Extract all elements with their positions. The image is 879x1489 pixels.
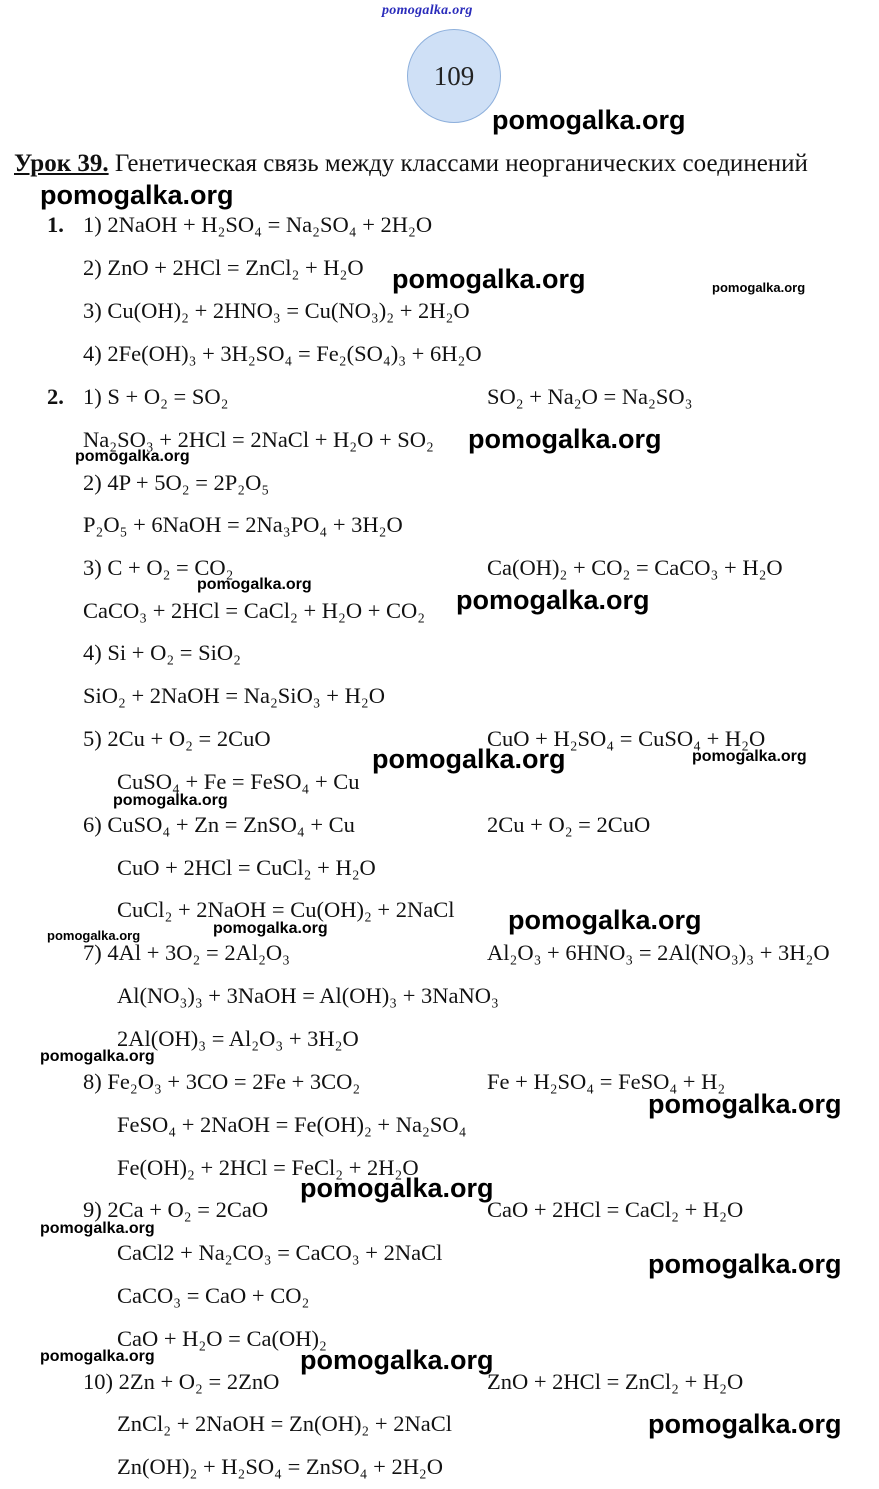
equation: P₂O₅ + 6NaOH = 2Na₃PO₄ + 3H₂O (83, 512, 403, 537)
watermark: pomogalka.org (40, 1220, 155, 1237)
watermark: pomogalka.org (468, 424, 662, 454)
watermark: pomogalka.org (197, 576, 312, 593)
equation: 4) Si + O₂ = SiO₂ (83, 640, 241, 665)
lesson-heading (14, 149, 808, 179)
equation: 7) 4Al + 3O₂ = 2Al₂O₃ (83, 940, 291, 965)
equation: CaCO₃ + 2HCl = CaCl₂ + H₂O + CO₂ (83, 598, 426, 623)
watermark: pomogalka.org (712, 280, 806, 295)
equation: Fe + H₂SO₄ = FeSO₄ + H₂ (487, 1069, 726, 1094)
watermark: pomogalka.org (648, 1249, 842, 1279)
equation: 2) 4P + 5O₂ = 2P₂O₅ (83, 470, 270, 495)
equation: CaO + H₂O = Ca(OH)₂ (117, 1326, 327, 1351)
equation: 1) S + O₂ = SO₂ (83, 384, 229, 409)
watermark: pomogalka.org (648, 1089, 842, 1119)
equation: 2) ZnO + 2HCl = ZnCl₂ + H₂O (83, 255, 364, 280)
watermark: pomogalka.org (392, 264, 586, 294)
equation: 2Al(OH)₃ = Al₂O₃ + 3H₂O (117, 1026, 359, 1051)
equation: CuO + 2HCl = CuCl₂ + H₂O (117, 855, 376, 880)
equation: ZnO + 2HCl = ZnCl₂ + H₂O (487, 1369, 744, 1394)
equation: 3) C + O₂ = CO₂ (83, 555, 234, 580)
watermark: pomogalka.org (492, 105, 686, 135)
watermark: pomogalka.org (40, 1048, 155, 1065)
watermark: pomogalka.org (508, 905, 702, 935)
watermark: pomogalka.org (456, 585, 650, 615)
lesson-label: Урок 39. (14, 150, 109, 177)
watermark: pomogalka.org (75, 448, 190, 465)
equation: CaCl2 + Na₂CO₃ = CaCO₃ + 2NaCl (117, 1240, 443, 1265)
watermark: pomogalka.org (692, 748, 807, 765)
equation: SiO₂ + 2NaOH = Na₂SiO₃ + H₂O (83, 683, 385, 708)
equation: 4) 2Fe(OH)₃ + 3H₂SO₄ = Fe₂(SO₄)₃ + 6H₂O (83, 341, 482, 366)
page-number-badge: 109 (407, 29, 501, 123)
equation: CuO + H₂SO₄ = CuSO₄ + H₂O (487, 726, 766, 751)
equation: CuCl₂ + 2NaOH = Cu(OH)₂ + 2NaCl (117, 897, 455, 922)
watermark: pomogalka.org (40, 1348, 155, 1365)
equation: 6) CuSO₄ + Zn = ZnSO₄ + Cu (83, 812, 355, 837)
watermark: pomogalka.org (47, 928, 141, 943)
lesson-title: Генетическая связь между классами неорганических соединений (114, 150, 808, 177)
equation: Fe(OH)₂ + 2HCl = FeCl₂ + 2H₂O (117, 1155, 419, 1180)
task-2-number: 2. (47, 384, 64, 409)
equation: CaO + 2HCl = CaCl₂ + H₂O (487, 1197, 744, 1222)
site-watermark-top: pomogalka.org (382, 3, 473, 18)
equation: FeSO₄ + 2NaOH = Fe(OH)₂ + Na₂SO₄ (117, 1112, 467, 1137)
equation: Na₂SO₃ + 2HCl = 2NaCl + H₂O + SO₂ (83, 427, 434, 452)
watermark: pomogalka.org (213, 920, 328, 937)
equation: 8) Fe₂O₃ + 3CO = 2Fe + 3CO₂ (83, 1069, 361, 1094)
watermark: pomogalka.org (40, 180, 234, 210)
equation: Ca(OH)₂ + CO₂ = CaCO₃ + H₂O (487, 555, 783, 580)
equation: CaCO₃ = CaO + CO₂ (117, 1283, 310, 1308)
equation: Al(NO₃)₃ + 3NaOH = Al(OH)₃ + 3NaNO₃ (117, 983, 499, 1008)
watermark: pomogalka.org (300, 1345, 494, 1375)
watermark: pomogalka.org (372, 744, 566, 774)
watermark: pomogalka.org (113, 792, 228, 809)
equation: 3) Cu(OH)₂ + 2HNO₃ = Cu(NO₃)₂ + 2H₂O (83, 298, 470, 323)
equation: Al₂O₃ + 6HNO₃ = 2Al(NO₃)₃ + 3H₂O (487, 940, 830, 965)
task-1-number: 1. (47, 212, 64, 237)
watermark: pomogalka.org (300, 1173, 494, 1203)
equation: 9) 2Ca + O₂ = 2CaO (83, 1197, 269, 1222)
equation: ZnCl₂ + 2NaOH = Zn(OH)₂ + 2NaCl (117, 1411, 452, 1436)
equation: Zn(OH)₂ + H₂SO₄ = ZnSO₄ + 2H₂O (117, 1454, 444, 1479)
equation: CuSO₄ + Fe = FeSO₄ + Cu (117, 769, 360, 794)
equation: 2Cu + O₂ = 2CuO (487, 812, 651, 837)
equation: 1) 2NaOH + H₂SO₄ = Na₂SO₄ + 2H₂O (83, 212, 433, 237)
watermark: pomogalka.org (648, 1409, 842, 1439)
equation: SO₂ + Na₂O = Na₂SO₃ (487, 384, 693, 409)
equation: 10) 2Zn + O₂ = 2ZnO (83, 1369, 280, 1394)
equation: 5) 2Cu + O₂ = 2CuO (83, 726, 271, 751)
